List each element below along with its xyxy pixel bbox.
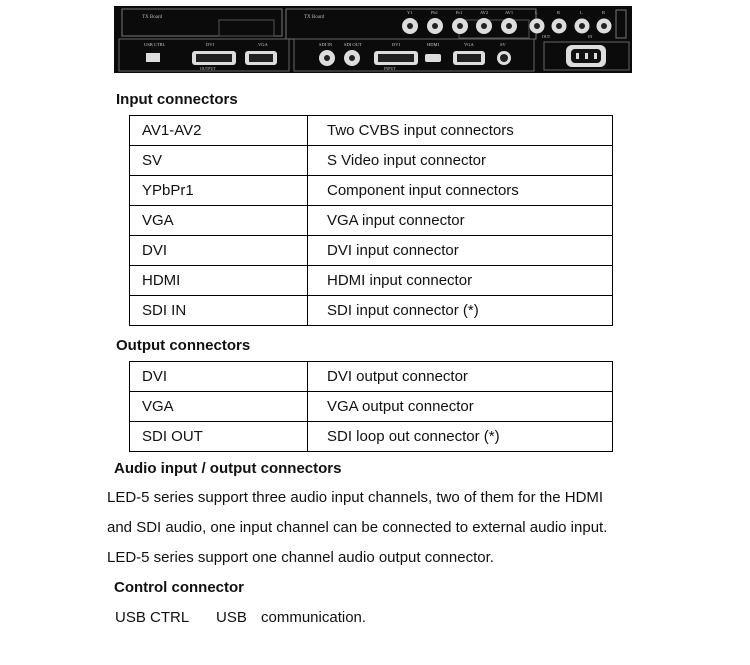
audio-in-label: IN (588, 34, 593, 39)
table-row (130, 146, 613, 176)
sdi-in-label: SDI IN (319, 42, 333, 47)
board-label: TX Board (304, 15, 325, 20)
table-row (130, 176, 613, 206)
audio-out-label: OUT (542, 34, 551, 39)
connector-desc: DVI output connector (308, 362, 613, 392)
connector-desc: Component input connectors (308, 176, 613, 206)
audio-line: LED-5 series support three audio input channels, two of them for the HDMI (107, 489, 604, 506)
table-row (130, 206, 613, 236)
usb-ctrl-label: USB CTRL (144, 42, 166, 47)
audio-line: LED-5 series support one channel audio output connector. (107, 549, 494, 566)
connector-desc: HDMI input connector (308, 266, 613, 296)
connector-name: SDI IN (130, 296, 308, 326)
output-group-label: OUTPUT (200, 66, 216, 71)
table-row (130, 236, 613, 266)
table-row (130, 362, 613, 392)
connector-desc: VGA input connector (308, 206, 613, 236)
in-dvi-label: DVI (392, 42, 400, 47)
input-table (129, 115, 613, 326)
connector-name: DVI (130, 362, 308, 392)
control-type: USB (216, 609, 247, 626)
control-heading: Control connector (114, 579, 244, 596)
output-heading: Output connectors (116, 337, 251, 354)
rear-panel-image (114, 6, 632, 73)
connector-name: AV1-AV2 (130, 116, 308, 146)
table-row (130, 422, 613, 452)
connector-desc: DVI input connector (308, 236, 613, 266)
table-row (130, 116, 613, 146)
board-label: TX Board (142, 15, 163, 20)
pb1-label: Pb1 (431, 10, 439, 15)
control-row (115, 609, 366, 626)
connector-name: HDMI (130, 266, 308, 296)
connector-name: SV (130, 146, 308, 176)
connector-desc: S Video input connector (308, 146, 613, 176)
sv-label: SV (500, 42, 506, 47)
table-row (130, 266, 613, 296)
connector-name: SDI OUT (130, 422, 308, 452)
out-dvi-label: DVI (206, 42, 214, 47)
connector-desc: SDI loop out connector (*) (308, 422, 613, 452)
hdmi-label: HDMI (427, 42, 439, 47)
usb-port (146, 53, 160, 62)
connector-desc: VGA output connector (308, 392, 613, 422)
connector-desc: SDI input connector (*) (308, 296, 613, 326)
connector-name: DVI (130, 236, 308, 266)
in-vga-label: VGA (464, 42, 474, 47)
input-heading: Input connectors (116, 91, 238, 108)
y1-label: Y1 (407, 10, 413, 15)
audio-label: L (535, 10, 538, 15)
connector-name: VGA (130, 392, 308, 422)
connector-name: VGA (130, 206, 308, 236)
hdmi-port (425, 54, 441, 62)
av2-label: AV2 (480, 10, 489, 15)
connector-desc: Two CVBS input connectors (308, 116, 613, 146)
control-desc: communication. (261, 609, 367, 626)
audio-line: and SDI audio, one input channel can be connected to external audio input. (107, 519, 608, 536)
connector-name: YPbPr1 (130, 176, 308, 206)
table-row (130, 392, 613, 422)
out-vga-label: VGA (258, 42, 268, 47)
input-group-label: INPUT (384, 66, 396, 71)
audio-label: L (580, 10, 583, 15)
audio-label: R (602, 10, 606, 15)
av1-label: AV1 (505, 10, 514, 15)
control-name: USB CTRL (115, 609, 190, 626)
output-table (129, 361, 613, 452)
audio-heading: Audio input / output connectors (114, 460, 342, 477)
pr1-label: Pr1 (456, 10, 463, 15)
table-row (130, 296, 613, 326)
audio-label: R (557, 10, 561, 15)
sdi-out-label: SDI OUT (344, 42, 362, 47)
